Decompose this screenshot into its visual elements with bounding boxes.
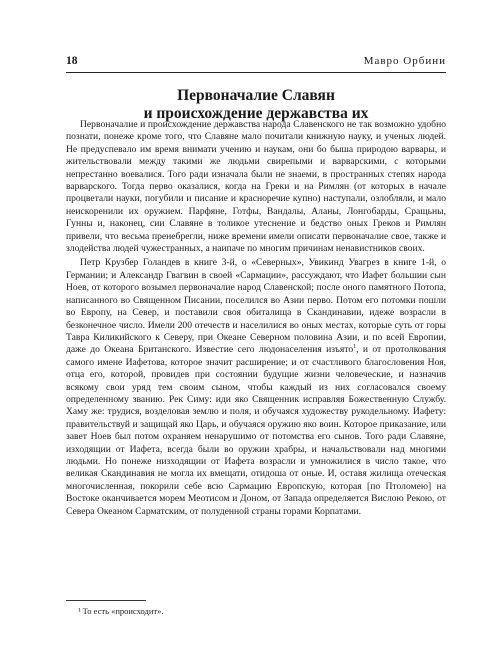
footnote-reference: 1 <box>353 344 357 351</box>
running-head <box>66 54 446 73</box>
chapter-title <box>66 87 446 123</box>
running-head-author: Мавро Орбини <box>363 55 446 67</box>
footnote-divider <box>66 600 146 601</box>
body-text <box>66 119 446 518</box>
paragraph-2-text-end: , и от протолкования самого имене Иафетова, которое значит расширение; и от счастливого благословения Ноя, отца его, которой, провидев при состоянии будущие жизни человеческие, и назначив всякому свои уряд тем своим сыном, чтобы каждый из них согласовался своему определенному званию. Рек Симу: иди яко Священник исправляя Божественную Службу. Хаму же: трудися, возделовая землю и поля, и обучаяся художеству рукодельному. Иафету: правительствуй и защищай яко Царь, и обучаяся оружию яко воин. Которое приказание, или завет Ноев был потом охраняем ненарушимо от потомства его сынов. Того ради Славяне, изходящии от Иафета, всегда были во оружии храбры, и начальствовали над многими людьми. Но понеже низходящии от Иафета возрасли и умножилися в число такое, что великая Скандинавия не могла их вмещати, отидоша от оные. И, оставя жилища отеческая многочисленная, покорили себе всю Сармацию Европскую, которая [по Птоломею] на Востоке оканчивается морем Меотисом и Доном, от Запада определяется Вислою Рекою, от Севера Океаном Сарматским, от полуденной страны горами Корпатами. <box>66 344 447 517</box>
paragraph-1: Первоначалие и происхождение державства народа Славенского не так возможно удобно познати, понеже кроме того, что Славяне мало почитали книжную науку, и ученых людей. Не предуспевало им время внимати учению и наукам, они бо быша природою варвары, и жительствовали между такими же людьми свирепыми и варварскими, с которыми непрестанно воевалися. Того ради изначала были не знаеми, в пространных степях народа варварского. Тогда перво оказалися, когда на Греки и на Римлян (от которых в начале процветали науки, погубили и писание и красноречие купно) наступали, озлобляли, и мало неискоренили их оружием. Парфяне, Готфы, Вандалы, Аланы, Лонгобарды, Сращьны, Гунны и, наконец, сии Славяне в толикое утеснение и бедство оных Греков и Римлян привели, что весьма пренебрегли, ниже времени имели описати первоначалие свое, также и злодейства людей чужестранных, а наипаче по многим причинам ненавистников своих. <box>66 119 446 255</box>
chapter-title-line-2: и происхождение державства их <box>143 105 369 123</box>
paragraph-2-text-start: Петр Крузбер Голандев в книге 3-й, о «Северных», Увикинд Увагрез в книге 1-й, о Германии; и Александр Гвагвин в своей «Сармации», рассуждают, что Иафет большии сын Ноев, от которого возымел первоначалие народ Славенской; после оного памятного Потопа, написанного во Священном Писании, поселился во Азии перво. Потом его потомки пошли во Европу, на Север, и поставили своя обиталища в Скандинавии, идеже возрасли в безконечное число. Имели 200 отечеств и населилися во оных местах, которые суть от горы Тавра Киликийского к Северу, при Океане Северном половина Азии, и по всей Европии, даже до Океана Британского. Известие сего людонаселения изъято <box>66 257 446 356</box>
footnote: ¹ То есть «происходит». <box>78 606 164 616</box>
chapter-title-line-1: Первоначалие Славян <box>177 87 335 105</box>
paragraph-2 <box>66 257 446 518</box>
page-number: 18 <box>66 55 78 67</box>
